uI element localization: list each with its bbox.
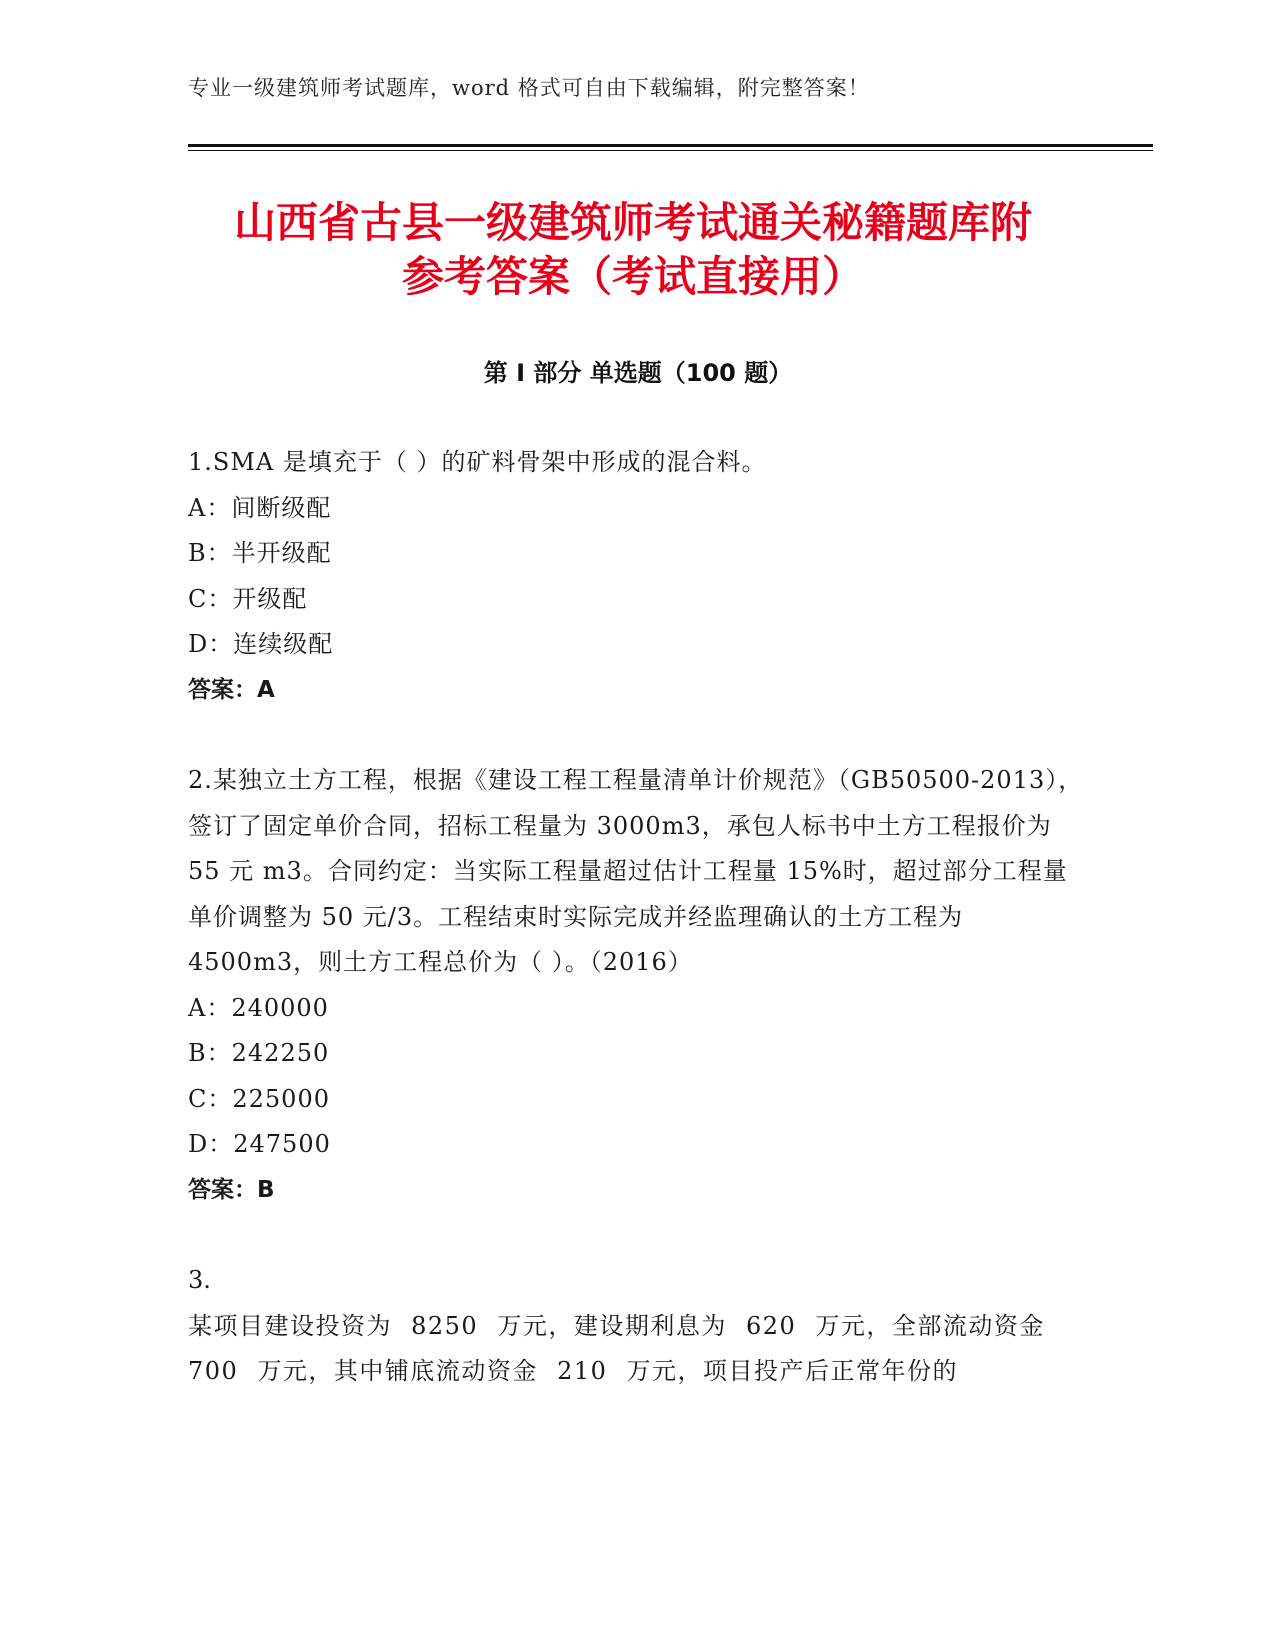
header-rule-thin [188,150,1153,151]
header-rule-thick [188,144,1153,147]
question-text: 2.某独立土方工程，根据《建设工程工程量清单计价规范》（GB50500-2013），签订了固定单价合同，招标工程量为 3000m3，承包人标书中土方工程报价为 55 元 m3。合同约定：当实际工程量超过估计工程量 15%时，超过部分工程量单价调整为 50 元/3。工程结束时实际完成并经监理确认的土方工程为 4500m3，则土方工程总价为（ ）。（2016） [188,766,1084,976]
document-title-line1: 山西省古县一级建筑师考试通关秘籍题库附 [233,198,1032,247]
question-1 [188,440,1088,713]
question-3 [188,1258,1088,1395]
option-c: C：开级配 [188,584,308,613]
option-c: C：225000 [188,1084,330,1113]
question-number: 3. [188,1266,211,1294]
section-title: 第 I 部分 单选题（100 题） [483,359,793,387]
header-note: 专业一级建筑师考试题库，word 格式可自由下载编辑，附完整答案！ [188,76,870,100]
option-d: D：连续级配 [188,630,334,658]
question-text: 1.SMA 是填充于（ ）的矿料骨架中形成的混合料。 [188,448,767,476]
answer: 答案：B [188,1176,275,1203]
option-a: A：240000 [188,993,329,1022]
option-b: B：半开级配 [188,539,332,567]
option-d: D：247500 [188,1130,331,1158]
answer: 答案：A [188,676,275,703]
option-a: A：间断级配 [188,493,332,522]
document-title-line2: 参考答案（考试直接用） [401,252,864,301]
document-title [188,196,1078,304]
question-text: 某项目建设投资为 8250 万元，建设期利息为 620 万元，全部流动资金 700 万元，其中铺底流动资金 210 万元，项目投产后正常年份的 [188,1311,1045,1385]
option-b: B：242250 [188,1039,330,1067]
question-2 [188,758,1088,1213]
question-list [188,440,1088,1440]
